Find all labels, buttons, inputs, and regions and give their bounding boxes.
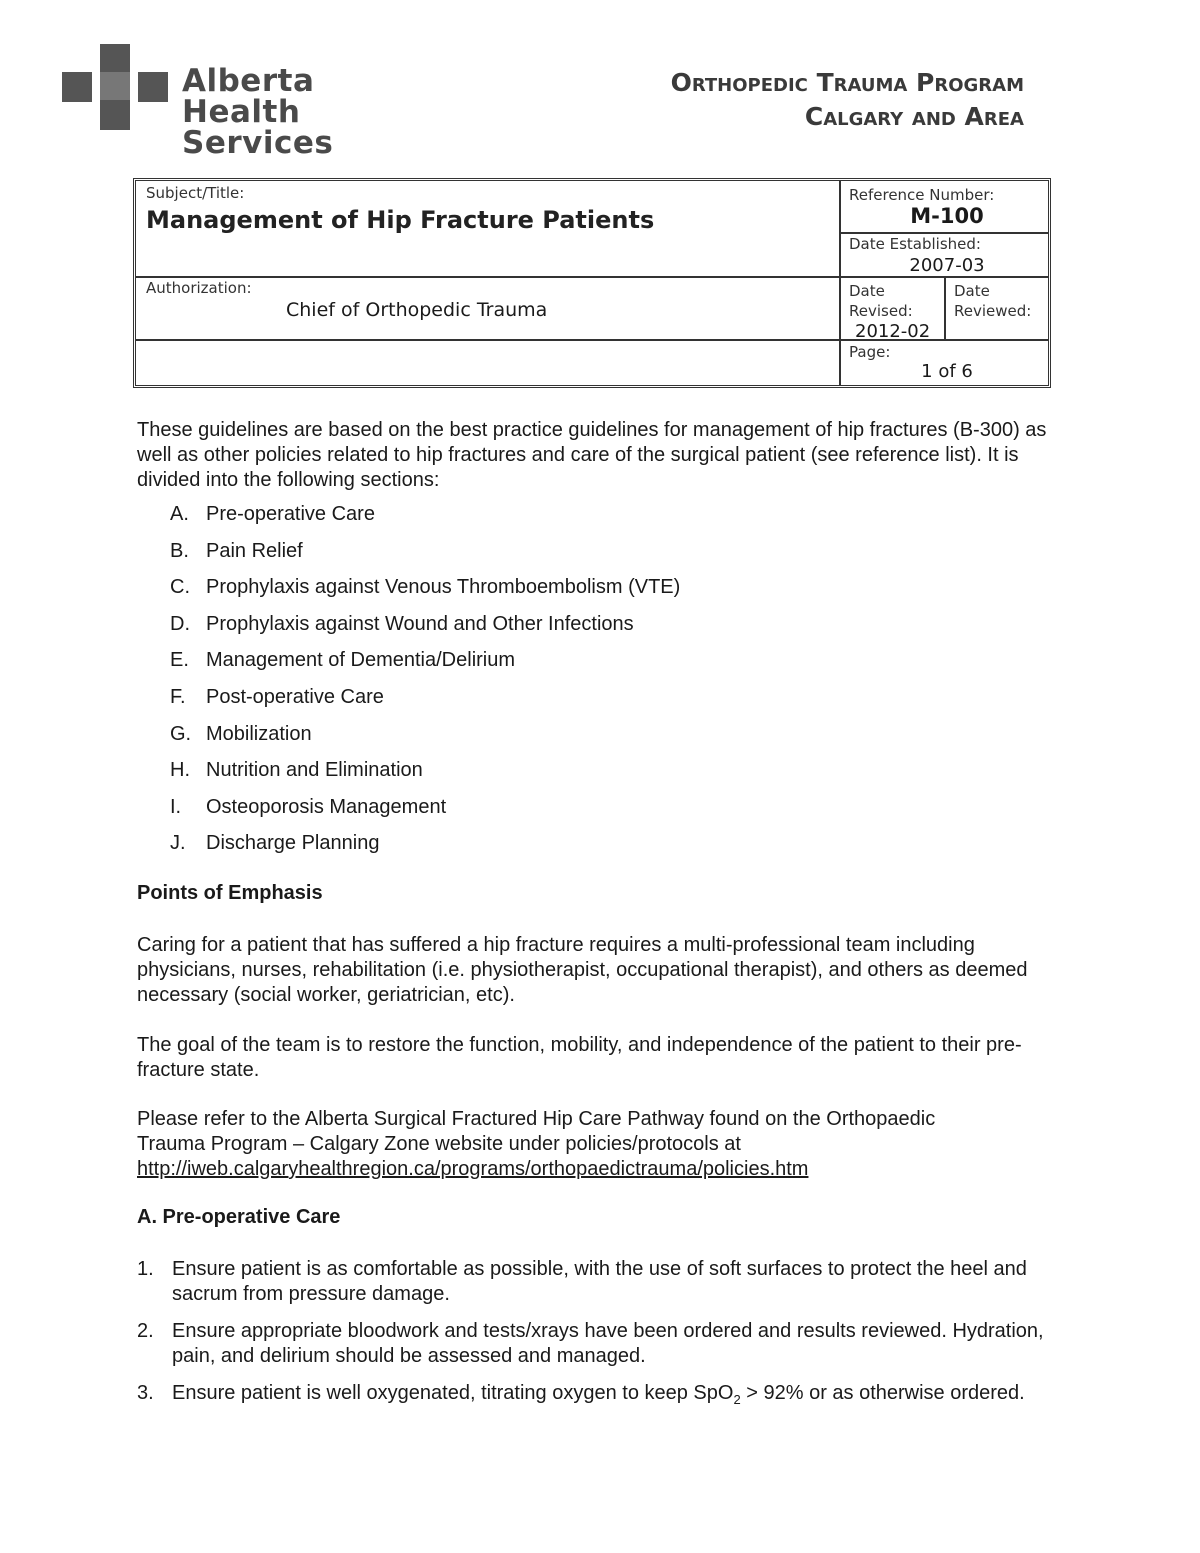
section-letter: F. — [170, 685, 186, 708]
revised-date: 2012-02 — [855, 321, 931, 342]
section-item — [170, 720, 680, 757]
reference-number: M-100 — [910, 204, 984, 228]
section-letter: J. — [170, 832, 186, 855]
section-label: Nutrition and Elimination — [206, 759, 423, 782]
preop-item-text: Ensure patient is as comfortable as possible, with the use of soft surfaces to protect the heel and sacrum from pressure damage. — [172, 1258, 1027, 1305]
logo-square — [100, 100, 130, 130]
section-letter: I. — [170, 795, 182, 818]
authorization-cell — [146, 279, 836, 321]
logo-text — [182, 63, 422, 161]
section-label: Pre-operative Care — [206, 503, 375, 525]
emphasis-paragraph-3 — [137, 1107, 1057, 1182]
section-label: Osteoporosis Management — [206, 795, 447, 818]
preop-heading: A. Pre-operative Care — [137, 1206, 341, 1228]
preop-item-3-text-start: Ensure patient is well oxygenated, titrating oxygen to keep SpO — [172, 1382, 734, 1404]
table-divider — [136, 276, 1048, 278]
section-label: Post-operative Care — [206, 685, 384, 708]
logo-line-1: Alberta Health — [182, 63, 315, 130]
section-letter: G. — [170, 722, 192, 745]
preop-item-number: 3. — [137, 1382, 154, 1404]
preop-item-number: 2. — [137, 1320, 154, 1342]
section-item — [170, 683, 680, 720]
section-label: Prophylaxis against Venous Thromboembolism (VTE) — [206, 576, 681, 599]
reviewed-cell — [954, 281, 1048, 321]
section-item — [170, 610, 680, 647]
section-label: Discharge Planning — [206, 832, 380, 855]
preop-item-3-text-end: > 92% or as otherwise ordered. — [740, 1382, 1025, 1404]
reviewed-label-1: Date — [954, 282, 990, 300]
program-line-1: Orthopedic Trauma Program — [670, 68, 1024, 97]
preop-list — [137, 1257, 1057, 1424]
policy-header-table — [133, 178, 1051, 388]
section-label: Management of Dementia/Delirium — [206, 649, 516, 672]
revised-label-2: Revised: — [849, 302, 913, 320]
policies-link[interactable]: http://iweb.calgaryhealthregion.ca/programs/orthopaedictrauma/policies.htm — [137, 1158, 809, 1180]
section-letter: B. — [170, 539, 189, 562]
preop-item — [137, 1381, 1057, 1412]
table-divider — [839, 181, 841, 385]
section-letter: E. — [170, 649, 189, 672]
emphasis-heading: Points of Emphasis — [137, 882, 323, 904]
authorization-value: Chief of Orthopedic Trauma — [286, 299, 548, 321]
reviewed-label-2: Reviewed: — [954, 302, 1032, 320]
section-letter: C. — [170, 576, 190, 599]
authorization-label: Authorization: — [146, 279, 252, 297]
preop-item-text: Ensure appropriate bloodwork and tests/xrays have been ordered and results reviewed. Hydration, pain, and delirium should be assessed and managed. — [172, 1320, 1044, 1367]
page-label: Page: — [849, 343, 891, 361]
section-item — [170, 756, 680, 793]
section-letter: A. — [170, 503, 189, 525]
page-cell — [849, 343, 1045, 382]
section-label: Pain Relief — [206, 539, 303, 562]
section-letter: H. — [170, 759, 190, 782]
sections-list — [170, 500, 680, 866]
pathway-text-line-1: Please refer to the Alberta Surgical Fractured Hip Care Pathway found on the Orthopaedic — [137, 1108, 936, 1130]
program-line-2: Calgary and Area — [804, 102, 1024, 131]
section-item — [170, 573, 680, 610]
document-title: Management of Hip Fracture Patients — [146, 206, 655, 234]
section-item — [170, 500, 680, 537]
section-item — [170, 829, 680, 866]
section-item — [170, 646, 680, 683]
table-divider — [944, 277, 946, 340]
subject-label: Subject/Title: — [146, 184, 245, 202]
section-letter: D. — [170, 612, 190, 635]
section-label: Mobilization — [206, 722, 312, 745]
preop-item-text — [172, 1381, 1025, 1412]
intro-paragraph: These guidelines are based on the best practice guidelines for management of hip fractures (B-300) as well as other policies related to hip fractures and care of the surgical patient (see reference list). It is divided into the following sections: — [137, 419, 1047, 491]
logo-square — [62, 72, 92, 102]
revised-cell — [849, 281, 944, 342]
logo-square — [100, 44, 130, 74]
section-item — [170, 793, 680, 830]
alberta-health-services-logo — [62, 44, 422, 161]
emphasis-paragraph-1: Caring for a patient that has suffered a hip fracture requires a multi-professional team including physicians, nurses, rehabilitation (i.e. physiotherapist, occupational therapist), and others as deemed necessary (social worker, geriatrician, etc). — [137, 934, 1028, 1006]
section-label: Prophylaxis against Wound and Other Infections — [206, 612, 634, 635]
preop-item-number: 1. — [137, 1258, 154, 1280]
logo-square — [138, 72, 168, 102]
preop-item — [137, 1319, 1057, 1369]
logo-line-2: Services — [182, 125, 334, 161]
page-number: 1 of 6 — [921, 361, 973, 382]
reference-cell — [849, 186, 1045, 228]
subject-cell — [146, 184, 654, 234]
table-divider — [839, 232, 1048, 234]
logo-square — [100, 72, 130, 102]
established-label: Date Established: — [849, 235, 981, 253]
program-heading — [671, 66, 1024, 134]
established-cell — [849, 235, 1045, 276]
established-date: 2007-03 — [909, 255, 985, 276]
revised-label-1: Date — [849, 282, 885, 300]
pathway-text-line-2: Trauma Program – Calgary Zone website under policies/protocols at — [137, 1133, 741, 1155]
preop-item — [137, 1257, 1057, 1307]
emphasis-paragraph-2: The goal of the team is to restore the function, mobility, and independence of the patient to their pre-fracture state. — [137, 1034, 1022, 1081]
spo2-subscript: 2 — [733, 1392, 741, 1407]
section-item — [170, 537, 680, 574]
reference-label: Reference Number: — [849, 186, 995, 204]
